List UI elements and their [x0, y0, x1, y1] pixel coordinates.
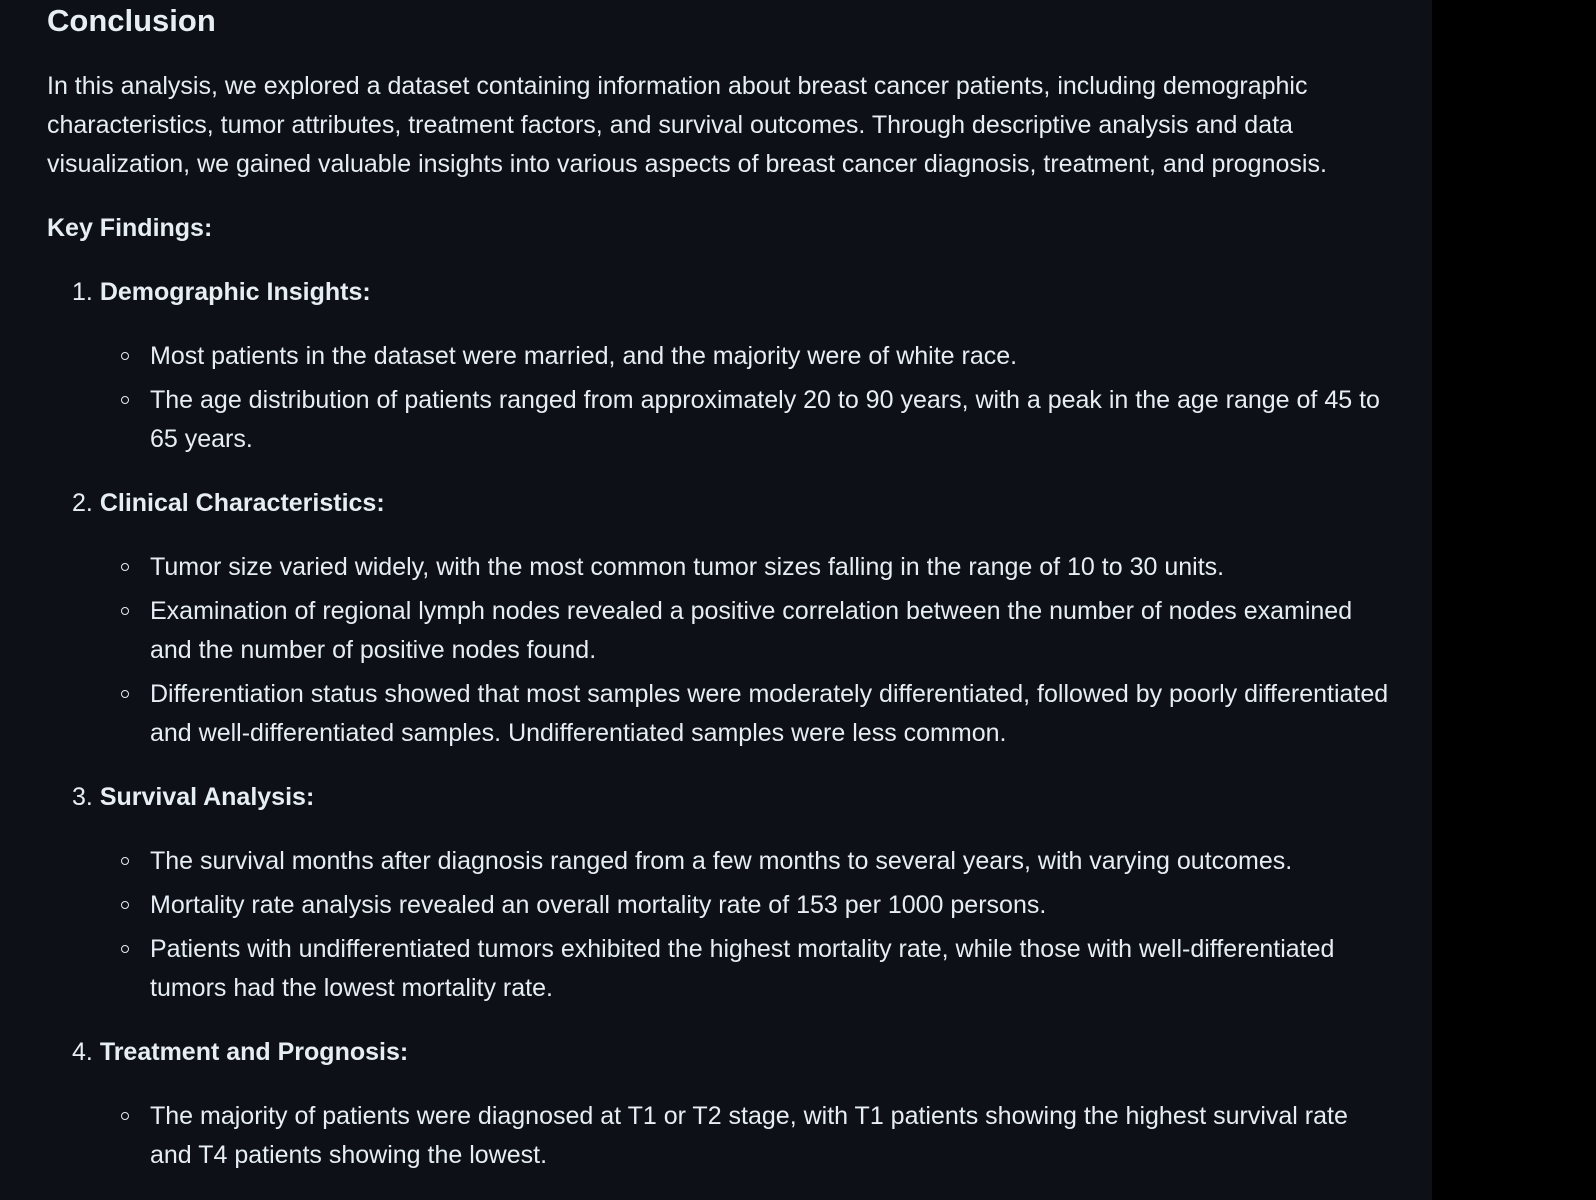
- list-item-text: The survival months after diagnosis ranged from a few months to several years, with varying outcomes.: [150, 847, 1293, 875]
- bullet-circle-icon: [121, 1112, 129, 1120]
- bullet-circle-icon: [121, 607, 129, 615]
- findings-section-survival: [47, 778, 1392, 1008]
- findings-list: [47, 273, 1392, 1175]
- section-heading: [47, 778, 1392, 817]
- list-item: [47, 930, 1392, 1008]
- list-item: [47, 1097, 1392, 1175]
- findings-section-treatment: [47, 1033, 1392, 1175]
- list-item: [47, 381, 1392, 459]
- bullet-circle-icon: [121, 396, 129, 404]
- bullet-list: [47, 842, 1392, 1008]
- document-content: [47, 0, 1392, 1175]
- bullet-list: [47, 1097, 1392, 1175]
- list-item-text: The age distribution of patients ranged from approximately 20 to 90 years, with a peak in the age range of 45 to 65 years.: [150, 386, 1380, 453]
- bullet-circle-icon: [121, 857, 129, 865]
- list-item: [47, 548, 1392, 587]
- list-item: [47, 592, 1392, 670]
- section-number: 4.: [72, 1038, 93, 1066]
- section-heading: [47, 273, 1392, 312]
- intro-paragraph: In this analysis, we explored a dataset containing information about breast cancer patients, including demographic characteristics, tumor attributes, treatment factors, and survival outcomes. Through descriptive analysis and data visualization, we gained valuable insights into various aspects of breast cancer diagnosis, treatment, and prognosis.: [47, 72, 1327, 178]
- list-item: [47, 886, 1392, 925]
- list-item-text: Most patients in the dataset were married, and the majority were of white race.: [150, 342, 1018, 370]
- section-number: 1.: [72, 278, 93, 306]
- findings-section-clinical: [47, 484, 1392, 753]
- section-heading: [47, 484, 1392, 523]
- bullet-circle-icon: [121, 901, 129, 909]
- section-label: Survival Analysis:: [99, 783, 315, 811]
- list-item-text: Examination of regional lymph nodes revealed a positive correlation between the number of nodes examined and the number of positive nodes found.: [150, 597, 1353, 664]
- list-item: [47, 842, 1392, 881]
- section-number: 3.: [72, 783, 93, 811]
- section-label: Demographic Insights:: [99, 278, 371, 306]
- key-findings-heading: Key Findings:: [47, 214, 213, 242]
- list-item-text: Mortality rate analysis revealed an overall mortality rate of 153 per 1000 persons.: [150, 891, 1047, 919]
- section-heading: [47, 1033, 1392, 1072]
- list-item-text: Patients with undifferentiated tumors exhibited the highest mortality rate, while those with well-differentiated tumors had the lowest mortality rate.: [150, 935, 1335, 1002]
- section-label: Clinical Characteristics:: [99, 489, 385, 517]
- bullet-list: [47, 337, 1392, 459]
- list-item-text: The majority of patients were diagnosed at T1 or T2 stage, with T1 patients showing the highest survival rate and T4 patients showing the lowest.: [150, 1102, 1348, 1169]
- bullet-circle-icon: [121, 563, 129, 571]
- bullet-circle-icon: [121, 945, 129, 953]
- page-title: Conclusion: [47, 3, 216, 38]
- list-item-text: Differentiation status showed that most samples were moderately differentiated, followed by poorly differentiated and well-differentiated samples. Undifferentiated samples were less common.: [150, 680, 1389, 747]
- list-item-text: Tumor size varied widely, with the most common tumor sizes falling in the range of 10 to 30 units.: [150, 553, 1225, 581]
- list-item: [47, 675, 1392, 753]
- section-number: 2.: [72, 489, 93, 517]
- bullet-circle-icon: [121, 690, 129, 698]
- bullet-list: [47, 548, 1392, 753]
- list-item: [47, 337, 1392, 376]
- bullet-circle-icon: [121, 352, 129, 360]
- findings-section-demographic: [47, 273, 1392, 459]
- section-label: Treatment and Prognosis:: [99, 1038, 409, 1066]
